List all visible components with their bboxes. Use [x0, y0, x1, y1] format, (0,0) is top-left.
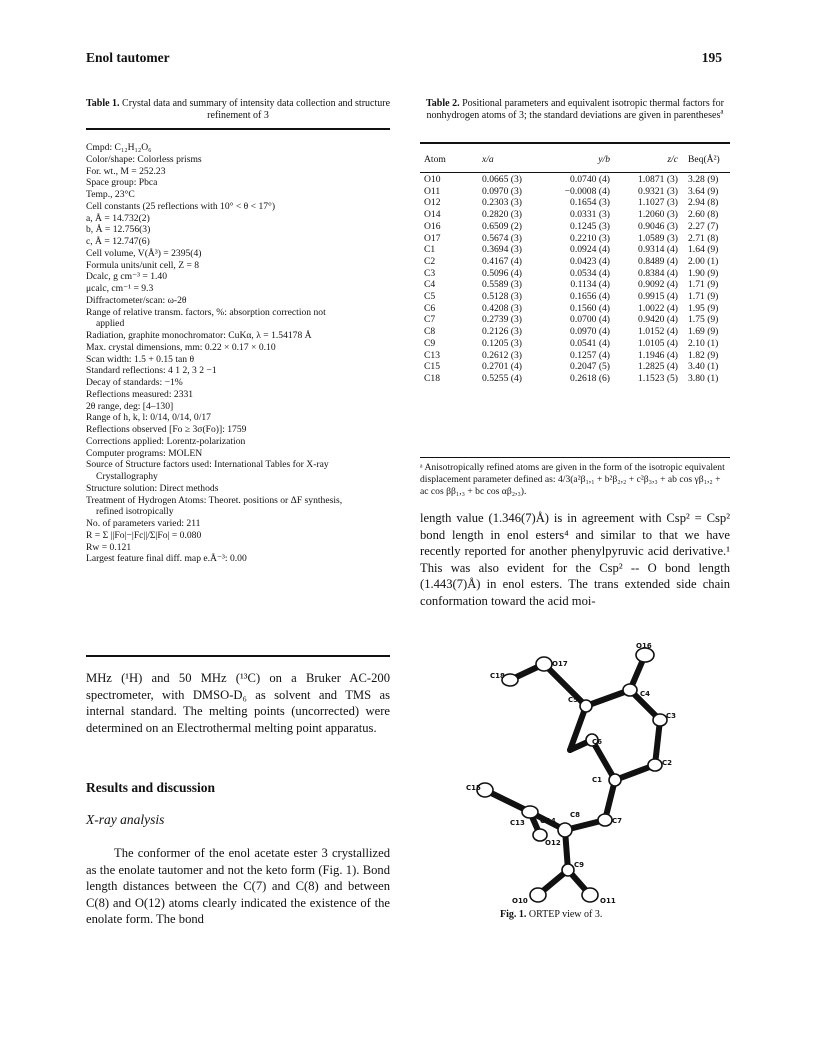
- page-number: 195: [701, 50, 722, 65]
- table-cell: 0.4167 (4): [482, 255, 522, 267]
- table-row: [420, 256, 730, 268]
- table-row: [420, 361, 730, 373]
- table-cell: 0.6509 (2): [482, 220, 522, 232]
- table1-line: Range of h, k, l: 0/14, 0/14, 0/17: [86, 412, 211, 424]
- atom-label: C1: [592, 776, 603, 784]
- table-cell: 1.1027 (3): [638, 197, 678, 209]
- table-row: [420, 303, 730, 315]
- figure-caption: [500, 909, 602, 920]
- table1-line: Corrections applied: Lorentz-polarization: [86, 435, 246, 447]
- table-row: [420, 338, 730, 350]
- table1-line: Rw = 0.121: [86, 541, 132, 553]
- atom-label: O12: [545, 839, 561, 847]
- table-cell: 1.2825 (4): [638, 361, 678, 373]
- table-cell: 0.5255 (4): [482, 372, 522, 384]
- table2-caption-mark: a: [720, 107, 724, 116]
- table-cell: 0.1134 (4): [570, 279, 610, 291]
- table-cell: 0.9314 (4): [638, 244, 678, 256]
- table1-line: Diffractometer/scan: ω-2θ: [86, 294, 187, 306]
- table1-line: Range of relative transm. factors, %: absorption correction not: [86, 306, 326, 318]
- table-cell: 2.00 (1): [688, 255, 719, 267]
- table1-line: Cell volume, V(Å³) = 2395(4): [86, 247, 202, 259]
- table1-line: 2θ range, deg: [4–130]: [86, 400, 174, 412]
- table-cell: O10: [424, 174, 441, 185]
- table1-line: Formula units/unit cell, Z = 8: [86, 259, 200, 271]
- table-cell: −0.0008 (4): [564, 185, 610, 197]
- table-cell: 0.2303 (3): [482, 197, 522, 209]
- table1-line: Cell constants (25 reflections with 10° < θ < 17°): [86, 200, 276, 212]
- table2-label: Table 2.: [426, 98, 460, 109]
- table1-label: Table 1.: [86, 98, 120, 109]
- table-cell: 0.1654 (3): [570, 197, 610, 209]
- right-paragraph: length value (1.346(7)Å) is in agreement with Csp² = Csp² bond length in enol esters⁴ and similar to that we have recently reported for another phenylpyruvic acid derivative.¹ This was also evident for the Csp² -- O bond length (1.443(7)Å) in enol esters. The trans extended side chain conformation toward the acid moi-: [420, 511, 730, 608]
- table2-bottom-rule: [420, 457, 730, 458]
- atom-label: C3: [666, 712, 677, 720]
- table1-line: Structure solution: Direct methods: [86, 482, 219, 494]
- table-cell: C7: [424, 314, 436, 326]
- table1-caption-text: Crystal data and summary of intensity data collection and structure refinement of 3: [122, 98, 391, 121]
- table1-line: c, Å = 12.747(6): [86, 236, 150, 247]
- table2: [420, 148, 730, 385]
- table1-line: Reflections measured: 2331: [86, 388, 194, 400]
- table-row: [420, 268, 730, 280]
- table2-footnote: ᵃ Anisotropically refined atoms are given in the form of the isotropic equivalent displacement parameter defined as: 4/3(a²β₁,₁ + b²β₂,₂ + c²β₃,₃ + ab cos γβ₁,₂ + ac cos ββ₁,₃ + bc cos αβ₂,₃).: [420, 462, 725, 497]
- table-cell: 3.28 (9): [688, 174, 719, 185]
- table-row: [420, 291, 730, 303]
- table-cell: 0.9915 (4): [638, 291, 678, 303]
- table-cell: C15: [424, 361, 440, 373]
- table-cell: C18: [424, 372, 440, 384]
- table-cell: O17: [424, 232, 441, 244]
- table1-line: Standard reflections: 4 1 2, 3 2 −1: [86, 365, 217, 377]
- table2-header-beq: Beq(Å²): [688, 154, 720, 166]
- table-cell: C2: [424, 255, 436, 267]
- table-cell: 0.0970 (3): [482, 185, 522, 197]
- table1-body: [86, 142, 390, 565]
- table-row: [420, 197, 730, 209]
- table-cell: 0.0541 (4): [570, 337, 610, 349]
- table-cell: 0.1257 (4): [570, 349, 610, 361]
- table1-line: Temp., 23°C: [86, 189, 135, 200]
- atom-label: O17: [552, 660, 568, 668]
- table-row: [420, 244, 730, 256]
- table-cell: 1.1946 (4): [638, 349, 678, 361]
- table-row: [420, 209, 730, 221]
- table-cell: 1.82 (9): [688, 349, 719, 361]
- table-cell: 0.2739 (3): [482, 314, 522, 326]
- table1-line: refined isotropically: [96, 506, 174, 518]
- table-cell: 1.1523 (5): [638, 372, 678, 384]
- table-cell: C8: [424, 326, 436, 338]
- ortep-figure: [440, 640, 730, 908]
- table-cell: O14: [424, 209, 441, 221]
- table-cell: 0.8384 (4): [638, 267, 678, 279]
- atom-label: O11: [600, 897, 616, 905]
- table-cell: 0.2126 (3): [482, 326, 522, 338]
- atom-label: C5: [568, 696, 579, 704]
- table-cell: 0.2820 (3): [482, 209, 522, 221]
- table1-top-rule: [86, 128, 390, 130]
- atom-label: C7: [612, 817, 623, 825]
- table1-line: Cmpd: C₁₂H₁₂O₆: [86, 142, 152, 153]
- table-cell: 0.0331 (3): [570, 209, 610, 221]
- table-cell: 0.3694 (3): [482, 244, 522, 256]
- table-cell: 0.2618 (6): [570, 372, 610, 384]
- table-row: [420, 279, 730, 291]
- subsection-heading: X-ray analysis: [86, 812, 165, 827]
- table-cell: 1.0152 (4): [638, 326, 678, 338]
- table-cell: 1.64 (9): [688, 244, 719, 256]
- table-cell: C5: [424, 291, 436, 303]
- table1-line: R = Σ ||Fo|−|Fc||/Σ|Fo| = 0.080: [86, 529, 202, 541]
- table-cell: 0.9321 (3): [638, 185, 678, 197]
- table2-caption: [420, 98, 730, 122]
- table1-line: Decay of standards: −1%: [86, 377, 183, 388]
- table-cell: C13: [424, 349, 440, 361]
- table-cell: C9: [424, 337, 436, 349]
- table-cell: 0.2701 (4): [482, 361, 522, 373]
- atom-label: C13: [510, 819, 525, 827]
- table1-line: For. wt., M = 252.23: [86, 165, 166, 177]
- table1-line: Color/shape: Colorless prisms: [86, 153, 202, 165]
- atom-label: C2: [662, 759, 673, 767]
- table2-header-x: x/a: [482, 154, 494, 166]
- table1-caption: [86, 98, 390, 122]
- atom-label: C4: [640, 690, 651, 698]
- table-cell: 0.8489 (4): [638, 255, 678, 267]
- table-cell: 1.69 (9): [688, 326, 719, 338]
- atom-label: O16: [636, 642, 652, 650]
- figure-caption-text: ORTEP view of 3.: [528, 909, 603, 920]
- table-cell: 0.4208 (3): [482, 302, 522, 314]
- table1-line: Space group: Pbca: [86, 177, 158, 189]
- table2-header-z: z/c: [667, 154, 678, 166]
- table1-line: Computer programs: MOLEN: [86, 447, 203, 459]
- table-cell: 1.2060 (3): [638, 209, 678, 221]
- table1-line: Crystallography: [96, 471, 158, 482]
- table-cell: 0.0534 (4): [570, 267, 610, 279]
- table1-line: Radiation, graphite monochromator: CuKα, λ = 1.54178 Å: [86, 330, 312, 341]
- atom-label: C8: [570, 811, 581, 819]
- ortep-atoms: [477, 648, 667, 902]
- atom-label: C18: [490, 672, 505, 680]
- table-row: [420, 373, 730, 385]
- table-cell: 2.27 (7): [688, 220, 719, 232]
- table-cell: 3.80 (1): [688, 372, 719, 384]
- table-cell: O11: [424, 185, 441, 197]
- figure-label: Fig. 1.: [500, 909, 527, 920]
- table-cell: 0.1205 (3): [482, 337, 522, 349]
- table-cell: 0.0700 (4): [570, 314, 610, 326]
- xray-paragraph: The conformer of the enol acetate ester 3 crystallized as the enolate tautomer and not the keto form (Fig. 1). Bond length distances between the C(7) and C(8) and between C(8) and O(12) atoms clearly indicated the existence of the enolate form. The bond: [86, 846, 390, 926]
- table-cell: 0.5589 (3): [482, 279, 522, 291]
- table-cell: 0.9046 (3): [638, 220, 678, 232]
- table-cell: 0.5096 (4): [482, 267, 522, 279]
- table1-line: Treatment of Hydrogen Atoms: Theoret. positions or ΔF synthesis,: [86, 494, 343, 506]
- table2-caption-text: Positional parameters and equivalent isotropic thermal factors for nonhydrogen atoms of 3; the standard deviations are given in parentheses: [426, 98, 724, 121]
- table-cell: 0.1656 (4): [570, 291, 610, 303]
- atom-label: C15: [466, 784, 481, 792]
- table-cell: 1.0022 (4): [638, 302, 678, 314]
- table2-header-y: y/b: [598, 154, 610, 166]
- table1-line: No. of parameters varied: 211: [86, 518, 201, 529]
- table-cell: 1.0871 (3): [638, 174, 678, 185]
- running-title: Enol tautomer: [86, 50, 170, 65]
- table-cell: 0.2612 (3): [482, 349, 522, 361]
- table-cell: 0.0665 (3): [482, 174, 522, 185]
- table-cell: 2.60 (8): [688, 209, 719, 221]
- table-cell: 0.9092 (4): [638, 279, 678, 291]
- table-cell: 3.40 (1): [688, 361, 719, 373]
- atom-label: C6: [592, 738, 603, 746]
- section-heading: Results and discussion: [86, 780, 216, 795]
- table-cell: 0.2210 (3): [570, 232, 610, 244]
- table-cell: 0.9420 (4): [638, 314, 678, 326]
- table-row: [420, 221, 730, 233]
- table-cell: 0.0924 (4): [570, 244, 610, 256]
- table-cell: 0.0970 (4): [570, 326, 610, 338]
- table-cell: 0.1560 (4): [570, 302, 610, 314]
- table-row: [420, 350, 730, 362]
- table-cell: O16: [424, 220, 441, 232]
- table1-line: Largest feature final diff. map e.Å⁻³: 0.00: [86, 553, 247, 565]
- table-cell: C3: [424, 267, 436, 279]
- table1-line: Max. crystal dimensions, mm: 0.22 × 0.17 × 0.10: [86, 341, 276, 353]
- table-cell: 0.5128 (3): [482, 291, 522, 303]
- table-row: [420, 326, 730, 338]
- table1-line: Scan width: 1.5 + 0.15 tan θ: [86, 353, 195, 365]
- table1-line: b, Å = 12.756(3): [86, 224, 151, 236]
- table-cell: 0.0423 (4): [570, 255, 610, 267]
- atom-label: O14: [540, 817, 556, 825]
- table1-line: applied: [96, 318, 125, 330]
- table-cell: 1.0105 (4): [638, 337, 678, 349]
- table2-top-rule: [420, 142, 730, 144]
- table-cell: C4: [424, 279, 436, 291]
- table-row: [420, 172, 730, 186]
- atom-label: C9: [574, 861, 585, 869]
- table1-line: a, Å = 14.732(2): [86, 212, 150, 224]
- table-row: [420, 186, 730, 198]
- table-cell: 1.71 (9): [688, 279, 719, 291]
- table-cell: 1.0589 (3): [638, 232, 678, 244]
- table-row: [420, 233, 730, 245]
- table-cell: 3.64 (9): [688, 185, 719, 197]
- table-cell: 1.90 (9): [688, 267, 719, 279]
- table-cell: 2.71 (8): [688, 232, 719, 244]
- table-cell: C1: [424, 244, 436, 256]
- table-cell: 1.95 (9): [688, 302, 719, 314]
- table-cell: C6: [424, 302, 436, 314]
- left-paragraph: MHz (¹H) and 50 MHz (¹³C) on a Bruker AC-200 spectrometer, with DMSO-D₆ as solvent and TMS as internal standard. The melting points (uncorrected) were determined on an Electrothermal melting point apparatus.: [86, 671, 390, 735]
- table1-line: Source of Structure factors used: International Tables for X-ray: [86, 459, 329, 471]
- table1-line: Dcalc, g cm⁻³ = 1.40: [86, 271, 168, 283]
- table1-bottom-rule: [86, 655, 390, 657]
- table-cell: 1.75 (9): [688, 314, 719, 326]
- table2-header-atom: Atom: [424, 154, 446, 166]
- table-cell: 2.94 (8): [688, 197, 719, 209]
- table2-header-row: [420, 148, 730, 172]
- table-cell: 0.5674 (3): [482, 232, 522, 244]
- atom-label: O10: [512, 897, 528, 905]
- table-cell: 0.2047 (5): [570, 361, 610, 373]
- table-row: [420, 314, 730, 326]
- table-cell: 2.10 (1): [688, 337, 719, 349]
- table1-line: Reflections observed [Fo ≥ 3σ(Fo)]: 1759: [86, 424, 247, 435]
- table-cell: 0.1245 (3): [570, 220, 610, 232]
- table-cell: O12: [424, 197, 441, 209]
- table-cell: 0.0740 (4): [570, 174, 610, 185]
- table2-header-rule: [420, 172, 730, 173]
- table1-line: μcalc, cm⁻¹ = 9.3: [86, 283, 154, 294]
- table-cell: 1.71 (9): [688, 291, 719, 303]
